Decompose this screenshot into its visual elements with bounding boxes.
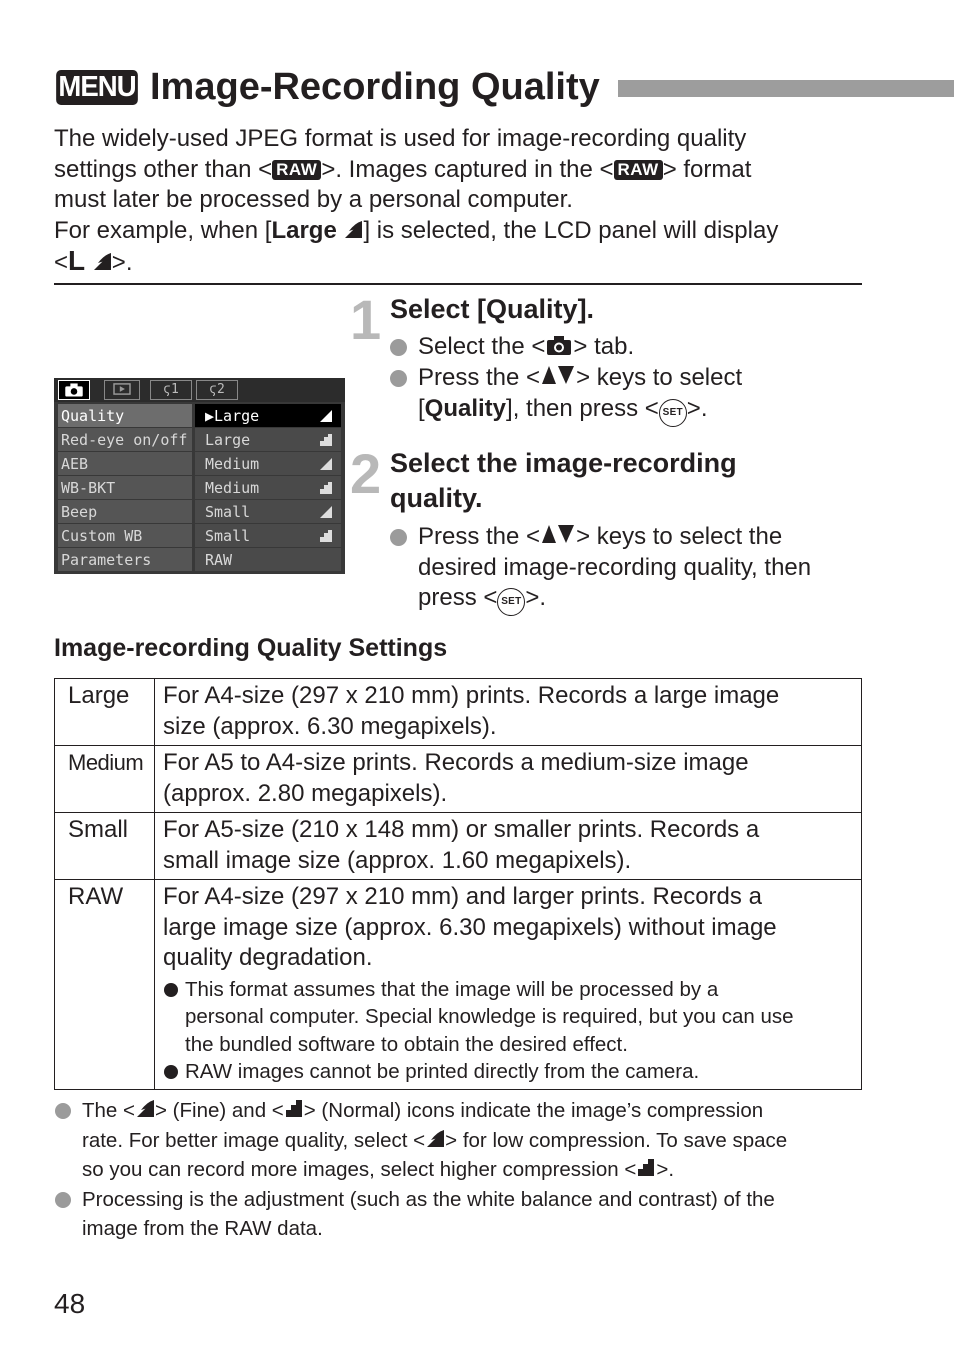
step-instruction: Press the < > keys to select the desired image-recording quality, then press < SET >.	[390, 522, 860, 616]
fine-quality-icon	[343, 219, 363, 239]
fine-quality-icon	[319, 409, 333, 423]
quality-key: Small	[55, 813, 155, 880]
set-button-icon: SET	[497, 588, 525, 616]
bullet-dot	[390, 339, 407, 356]
bullet-dot	[390, 370, 407, 387]
table-row	[55, 813, 862, 880]
note: The < > (Fine) and < > (Normal) icons indicate the image’s compression rate. For better image quality, select < > for low compression. To save space so you can record more images, select higher compression < >.	[54, 1096, 862, 1185]
page-header	[54, 64, 954, 112]
step-number: 2	[350, 442, 382, 505]
lcd-tab-shooting	[58, 380, 90, 400]
fine-quality-icon	[135, 1098, 155, 1118]
note: Processing is the adjustment (such as the white balance and contrast) of the image from the RAW data.	[54, 1185, 862, 1244]
lcd-tab-playback	[104, 380, 140, 400]
sub-bullet: This format assumes that the image will be processed by a personal computer. Special knowledge is required, but you can use the bundled software to obtain the desired effect.	[163, 976, 853, 1059]
table-row	[55, 746, 862, 813]
lcd-row-parameters: Parameters RAW	[54, 548, 345, 572]
lcd-tab-setup-1: ϛ1	[150, 380, 192, 400]
quality-key: Medium	[55, 746, 155, 813]
quality-key: RAW	[55, 880, 155, 1090]
table-row	[55, 679, 862, 746]
bullet-dot	[164, 1065, 178, 1079]
lcd-row-beep: Beep Small	[54, 500, 345, 524]
camera-icon	[545, 334, 573, 356]
step-number: 1	[350, 288, 382, 351]
normal-quality-icon	[636, 1157, 656, 1177]
up-down-keys-icon	[540, 364, 576, 386]
lcd-tab-bar	[54, 378, 345, 402]
quality-description: For A5-size (210 x 148 mm) or smaller prints. Records a small image size (approx. 1.60 megapixels).	[155, 813, 862, 880]
intro-line: settings other than < RAW >. Images captured in the < RAW > format	[54, 155, 752, 183]
lcd-tab-setup-2: ϛ2	[196, 380, 238, 400]
quality-settings-table	[54, 678, 862, 1090]
raw-icon: RAW	[272, 160, 321, 180]
intro-line: The widely-used JPEG format is used for image-recording quality	[54, 125, 747, 152]
intro-line: For example, when [Large ] is selected, the LCD panel will display	[54, 216, 779, 244]
lcd-row-custom-wb: Custom WB Small	[54, 524, 345, 548]
camera-icon	[63, 382, 85, 398]
normal-quality-icon	[284, 1098, 304, 1118]
step-title: Select [Quality].	[390, 294, 595, 324]
intro-line: <L >.	[54, 245, 133, 277]
page-title: Image-Recording Quality	[150, 66, 600, 108]
footnotes	[54, 1096, 862, 1244]
step-title: Select the image-recording quality.	[390, 448, 737, 513]
lcd-row-quality: Quality ▶Large	[54, 404, 345, 428]
menu-icon: MENU	[56, 70, 138, 105]
normal-quality-icon	[319, 529, 333, 543]
lcd-row-wb-bkt: WB-BKT Medium	[54, 476, 345, 500]
fine-quality-icon	[319, 457, 333, 471]
fine-quality-icon	[92, 251, 112, 271]
page-number: 48	[54, 1288, 86, 1319]
step-instruction: Select the < > tab.	[390, 332, 860, 363]
playback-icon	[111, 381, 133, 397]
bullet-dot	[390, 529, 407, 546]
normal-quality-icon	[319, 481, 333, 495]
intro-paragraph	[54, 124, 854, 279]
quality-description: For A4-size (297 x 210 mm) and larger prints. Records a large image size (approx. 6.30 megapixels) without image quality degradation. This format assumes that the image will be processed by a personal computer. Special knowledge is required, but you can use the bundled software to obtain the desired effect. RAW images cannot be printed directly from the camera.	[155, 880, 862, 1090]
bullet-dot	[164, 983, 178, 997]
raw-icon: RAW	[614, 160, 663, 180]
quality-description: For A5 to A4-size prints. Records a medium-size image (approx. 2.80 megapixels).	[155, 746, 862, 813]
normal-quality-icon	[319, 433, 333, 447]
bullet-dot	[55, 1103, 71, 1119]
divider	[54, 283, 862, 285]
step-instruction: Press the < > keys to select [Quality], then press < SET >.	[390, 363, 860, 427]
set-button-icon: SET	[659, 399, 687, 427]
camera-lcd-menu	[54, 378, 345, 574]
bullet-dot	[55, 1192, 71, 1208]
intro-line: must later be processed by a personal computer.	[54, 186, 573, 214]
table-row	[55, 880, 862, 1090]
fine-quality-icon	[319, 505, 333, 519]
section-title: Image-recording Quality Settings	[54, 634, 448, 662]
lcd-row-aeb: AEB Medium	[54, 452, 345, 476]
title-decoration-bar	[618, 80, 954, 97]
quality-key: Large	[55, 679, 155, 746]
quality-description: For A4-size (297 x 210 mm) prints. Records a large image size (approx. 6.30 megapixels).	[155, 679, 862, 746]
fine-quality-icon	[425, 1128, 445, 1148]
sub-bullet: RAW images cannot be printed directly from the camera.	[163, 1058, 853, 1086]
up-down-keys-icon	[540, 523, 576, 545]
lcd-row-red-eye: Red-eye on/off Large	[54, 428, 345, 452]
